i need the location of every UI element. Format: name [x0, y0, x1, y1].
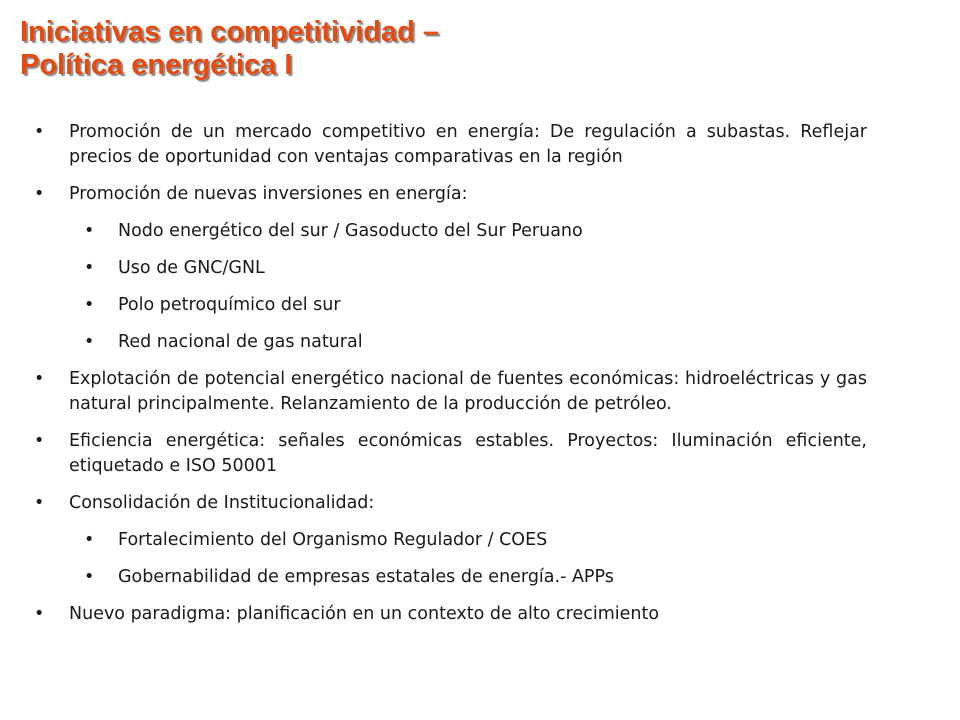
bullet-icon: •: [34, 369, 45, 389]
bullet-icon: •: [84, 221, 95, 241]
bullet-icon: •: [34, 431, 45, 451]
bullet-text: Promoción de un mercado competitivo en energía: De regulación a subastas. Reflejar precios de oportunidad con ventajas comparativas en la región: [69, 122, 867, 167]
bullet-text: Explotación de potencial energético nacional de fuentes económicas: hidroeléctricas y gas natural principalmente. Relanzamiento de la producción de petróleo.: [69, 369, 867, 414]
bullet-icon: •: [34, 122, 45, 142]
slide-title-line-1: Iniciativas en competitividad –: [20, 16, 440, 48]
bullet-item-institucionalidad: [0, 491, 867, 516]
bullet-item-nuevas-inversiones: [0, 182, 867, 207]
bullet-icon: •: [84, 567, 95, 587]
sub-bullet-item-organismo-regulador: [0, 528, 718, 553]
bullet-text: Uso de GNC/GNL: [118, 258, 265, 278]
bullet-text: Gobernabilidad de empresas estatales de energía.- APPs: [118, 567, 614, 587]
sub-bullet-item-nodo-energetico: [0, 219, 718, 244]
bullet-icon: •: [34, 493, 45, 513]
slide-title: [20, 16, 439, 82]
bullet-icon: •: [34, 604, 45, 624]
bullet-text: Red nacional de gas natural: [118, 332, 363, 352]
bullet-text: Nodo energético del sur / Gasoducto del Sur Peruano: [118, 221, 583, 241]
bullet-icon: •: [84, 530, 95, 550]
bullet-item-mercado-competitivo: [0, 120, 867, 170]
bullet-icon: •: [34, 184, 45, 204]
sub-bullet-item-red-gas-natural: [0, 330, 718, 355]
slide-title-line-2: Política energética I: [20, 49, 293, 81]
bullet-icon: •: [84, 258, 95, 278]
sub-bullet-item-gobernabilidad: [0, 565, 718, 590]
bullet-icon: •: [84, 332, 95, 352]
bullet-item-explotacion-potencial: [0, 367, 867, 417]
bullet-item-nuevo-paradigma: [0, 602, 867, 627]
bullet-item-eficiencia-energetica: [0, 429, 867, 479]
bullet-text: Polo petroquímico del sur: [118, 295, 341, 315]
sub-bullet-item-gnc-gnl: [0, 256, 718, 281]
bullet-text: Nuevo paradigma: planificación en un contexto de alto crecimiento: [69, 604, 660, 624]
bullet-text: Consolidación de Institucionalidad:: [69, 493, 375, 513]
bullet-list: [0, 120, 960, 639]
bullet-text: Fortalecimiento del Organismo Regulador / COES: [118, 530, 548, 550]
bullet-icon: •: [84, 295, 95, 315]
bullet-text: Promoción de nuevas inversiones en energía:: [69, 184, 468, 204]
bullet-text: Eficiencia energética: señales económicas estables. Proyectos: Iluminación eficiente, etiquetado e ISO 50001: [69, 431, 867, 476]
sub-bullet-item-polo-petroquimico: [0, 293, 718, 318]
